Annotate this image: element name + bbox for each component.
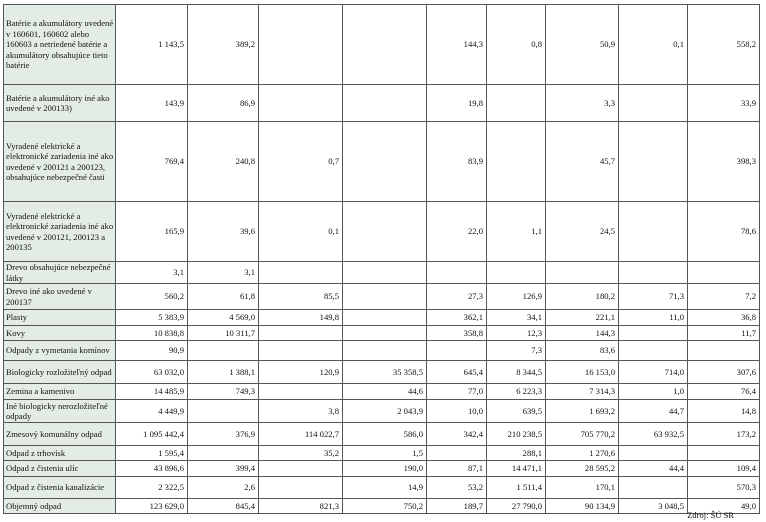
table-cell: 240,8	[188, 122, 259, 202]
table-cell: 0,1	[259, 202, 343, 262]
table-row	[4, 400, 760, 423]
table-cell	[343, 85, 427, 122]
table-cell: 44,4	[619, 461, 688, 477]
waste-table	[3, 4, 760, 514]
table-cell	[343, 202, 427, 262]
table-row	[4, 310, 760, 326]
table-cell: 120,9	[259, 361, 343, 384]
row-label: Kovy	[4, 326, 116, 341]
table-cell: 570,3	[688, 477, 760, 499]
table-cell: 7 314,3	[546, 384, 619, 400]
table-cell: 749,3	[188, 384, 259, 400]
table-cell: 288,1	[487, 446, 546, 461]
row-label: Objemný odpad	[4, 499, 116, 514]
table-cell: 165,9	[116, 202, 188, 262]
table-cell: 44,6	[343, 384, 427, 400]
table-cell: 4 569,0	[188, 310, 259, 326]
table-cell	[619, 85, 688, 122]
table-cell: 398,3	[688, 122, 760, 202]
table-cell: 144,3	[546, 326, 619, 341]
table-cell: 109,4	[688, 461, 760, 477]
table-cell: 45,7	[546, 122, 619, 202]
table-row	[4, 361, 760, 384]
table-cell	[427, 262, 487, 284]
table-cell: 560,2	[116, 284, 188, 310]
table-cell: 63 032,0	[116, 361, 188, 384]
table-cell: 3,8	[259, 400, 343, 423]
table-cell: 36,8	[688, 310, 760, 326]
table-cell: 1,1	[487, 202, 546, 262]
table-cell: 1 388,1	[188, 361, 259, 384]
table-cell: 1 270,6	[546, 446, 619, 461]
table-cell: 35,2	[259, 446, 343, 461]
table-row	[4, 284, 760, 310]
table-row	[4, 446, 760, 461]
waste-table-container	[3, 4, 759, 514]
row-label: Batérie a akumulátory uvedené v 160601, 160602 alebo 160603 a netriedené batérie a akumulátory obsahujúce tieto batérie	[4, 5, 116, 85]
table-cell: 14,9	[343, 477, 427, 499]
table-cell	[343, 341, 427, 361]
table-cell: 0,7	[259, 122, 343, 202]
table-row	[4, 341, 760, 361]
row-label: Batérie a akumulátory iné ako uvedené v 200133)	[4, 85, 116, 122]
table-cell: 358,8	[427, 326, 487, 341]
table-cell: 14 471,1	[487, 461, 546, 477]
table-cell: 11,7	[688, 326, 760, 341]
row-label: Drevo iné ako uvedené v 200137	[4, 284, 116, 310]
table-cell: 1 143,5	[116, 5, 188, 85]
table-row	[4, 461, 760, 477]
table-cell: 170,1	[546, 477, 619, 499]
table-cell: 53,2	[427, 477, 487, 499]
table-cell	[487, 122, 546, 202]
table-cell	[259, 384, 343, 400]
table-cell	[688, 262, 760, 284]
table-cell: 49,0	[688, 499, 760, 514]
table-cell: 1 095 442,4	[116, 423, 188, 446]
row-label: Odpady z vymetania komínov	[4, 341, 116, 361]
table-cell: 1 511,4	[487, 477, 546, 499]
table-cell	[343, 284, 427, 310]
table-cell: 705 770,2	[546, 423, 619, 446]
table-cell: 0,1	[619, 5, 688, 85]
table-cell: 189,7	[427, 499, 487, 514]
table-cell	[259, 326, 343, 341]
table-cell: 769,4	[116, 122, 188, 202]
table-cell: 61,8	[188, 284, 259, 310]
table-cell: 845,4	[188, 499, 259, 514]
row-label: Vyradené elektrické a elektronické zariadenia iné ako uvedené v 200121 a 200123, obsahujúce nebezpečné časti	[4, 122, 116, 202]
table-row	[4, 202, 760, 262]
table-cell	[343, 122, 427, 202]
table-cell: 33,9	[688, 85, 760, 122]
table-cell	[343, 310, 427, 326]
table-cell: 39,6	[188, 202, 259, 262]
table-cell: 221,1	[546, 310, 619, 326]
table-cell: 190,0	[343, 461, 427, 477]
table-cell: 7,3	[487, 341, 546, 361]
table-cell: 750,2	[343, 499, 427, 514]
table-cell: 8 344,5	[487, 361, 546, 384]
table-cell: 85,5	[259, 284, 343, 310]
table-cell: 821,3	[259, 499, 343, 514]
table-cell: 144,3	[427, 5, 487, 85]
row-label: Iné biologicky nerozložiteľné odpady	[4, 400, 116, 423]
table-cell: 586,0	[343, 423, 427, 446]
table-cell: 1 693,2	[546, 400, 619, 423]
table-body	[4, 5, 760, 514]
table-cell	[487, 85, 546, 122]
table-cell: 0,8	[487, 5, 546, 85]
table-cell	[427, 341, 487, 361]
table-cell: 180,2	[546, 284, 619, 310]
table-cell: 10,0	[427, 400, 487, 423]
table-cell: 83,6	[546, 341, 619, 361]
table-cell: 90,9	[116, 341, 188, 361]
table-cell: 63 932,5	[619, 423, 688, 446]
table-cell: 12,3	[487, 326, 546, 341]
table-cell: 126,9	[487, 284, 546, 310]
row-label: Drevo obsahujúce nebezpečné látky	[4, 262, 116, 284]
table-cell: 342,4	[427, 423, 487, 446]
table-row	[4, 499, 760, 514]
table-cell: 143,9	[116, 85, 188, 122]
table-cell: 76,4	[688, 384, 760, 400]
table-cell: 22,0	[427, 202, 487, 262]
table-cell	[619, 341, 688, 361]
table-row	[4, 477, 760, 499]
table-cell	[188, 400, 259, 423]
table-cell	[259, 262, 343, 284]
table-cell	[487, 262, 546, 284]
row-label: Plasty	[4, 310, 116, 326]
table-cell	[546, 262, 619, 284]
table-cell	[619, 326, 688, 341]
table-cell: 77,0	[427, 384, 487, 400]
table-cell	[619, 202, 688, 262]
table-cell	[427, 446, 487, 461]
table-cell: 6 223,3	[487, 384, 546, 400]
table-cell: 123 629,0	[116, 499, 188, 514]
table-cell: 3,3	[546, 85, 619, 122]
table-cell	[259, 85, 343, 122]
table-cell: 4 449,9	[116, 400, 188, 423]
row-label: Biologicky rozložiteľný odpad	[4, 361, 116, 384]
table-cell: 7,2	[688, 284, 760, 310]
table-cell: 14,8	[688, 400, 760, 423]
table-cell	[188, 446, 259, 461]
table-cell: 19,8	[427, 85, 487, 122]
table-cell: 43 896,6	[116, 461, 188, 477]
table-cell: 2 322,5	[116, 477, 188, 499]
table-cell	[343, 262, 427, 284]
table-cell: 210 238,5	[487, 423, 546, 446]
table-row	[4, 85, 760, 122]
table-cell	[688, 446, 760, 461]
table-cell	[619, 122, 688, 202]
table-cell: 3,1	[116, 262, 188, 284]
table-cell: 1 595,4	[116, 446, 188, 461]
table-row	[4, 5, 760, 85]
table-cell: 27 790,0	[487, 499, 546, 514]
table-cell: 10 838,8	[116, 326, 188, 341]
table-row	[4, 262, 760, 284]
table-cell: 14 485,9	[116, 384, 188, 400]
table-cell	[343, 326, 427, 341]
table-cell: 90 134,9	[546, 499, 619, 514]
table-cell	[619, 477, 688, 499]
table-cell: 71,3	[619, 284, 688, 310]
table-cell: 83,9	[427, 122, 487, 202]
table-cell: 28 595,2	[546, 461, 619, 477]
table-cell	[259, 5, 343, 85]
table-cell	[619, 262, 688, 284]
table-cell: 1,0	[619, 384, 688, 400]
table-row	[4, 326, 760, 341]
table-cell: 87,1	[427, 461, 487, 477]
table-cell	[259, 477, 343, 499]
row-label: Odpad z trhovísk	[4, 446, 116, 461]
table-cell	[343, 5, 427, 85]
table-cell: 639,5	[487, 400, 546, 423]
table-cell: 5 383,9	[116, 310, 188, 326]
table-cell	[688, 341, 760, 361]
table-cell: 376,9	[188, 423, 259, 446]
table-cell: 50,9	[546, 5, 619, 85]
table-cell: 2,6	[188, 477, 259, 499]
table-cell: 2 043,9	[343, 400, 427, 423]
table-cell: 10 311,7	[188, 326, 259, 341]
table-cell: 114 022,7	[259, 423, 343, 446]
table-cell: 78,6	[688, 202, 760, 262]
table-cell	[188, 341, 259, 361]
table-cell: 11,0	[619, 310, 688, 326]
table-cell: 3,1	[188, 262, 259, 284]
table-cell: 24,5	[546, 202, 619, 262]
table-row	[4, 384, 760, 400]
table-cell: 16 153,0	[546, 361, 619, 384]
table-cell: 558,2	[688, 5, 760, 85]
table-cell: 44,7	[619, 400, 688, 423]
table-cell: 86,9	[188, 85, 259, 122]
table-cell: 149,8	[259, 310, 343, 326]
row-label: Odpad z čistenia kanalizácie	[4, 477, 116, 499]
table-cell: 27,3	[427, 284, 487, 310]
table-cell: 714,0	[619, 361, 688, 384]
row-label: Zemina a kamenivo	[4, 384, 116, 400]
table-cell: 389,2	[188, 5, 259, 85]
table-row	[4, 423, 760, 446]
table-cell	[619, 446, 688, 461]
table-cell: 307,6	[688, 361, 760, 384]
row-label: Zmesový komunálny odpad	[4, 423, 116, 446]
table-cell: 362,1	[427, 310, 487, 326]
table-row	[4, 122, 760, 202]
table-cell: 645,4	[427, 361, 487, 384]
table-cell: 34,1	[487, 310, 546, 326]
table-cell	[259, 461, 343, 477]
table-cell: 173,2	[688, 423, 760, 446]
row-label: Vyradené elektrické a elektronické zariadenia iné ako uvedené v 200121, 200123 a 200135	[4, 202, 116, 262]
table-cell: 3 048,5	[619, 499, 688, 514]
table-cell	[259, 341, 343, 361]
source-note: Zdroj: ŠÚ SR	[687, 510, 734, 520]
table-cell: 35 358,5	[343, 361, 427, 384]
table-cell: 1,5	[343, 446, 427, 461]
row-label: Odpad z čistenia ulíc	[4, 461, 116, 477]
table-cell: 399,4	[188, 461, 259, 477]
